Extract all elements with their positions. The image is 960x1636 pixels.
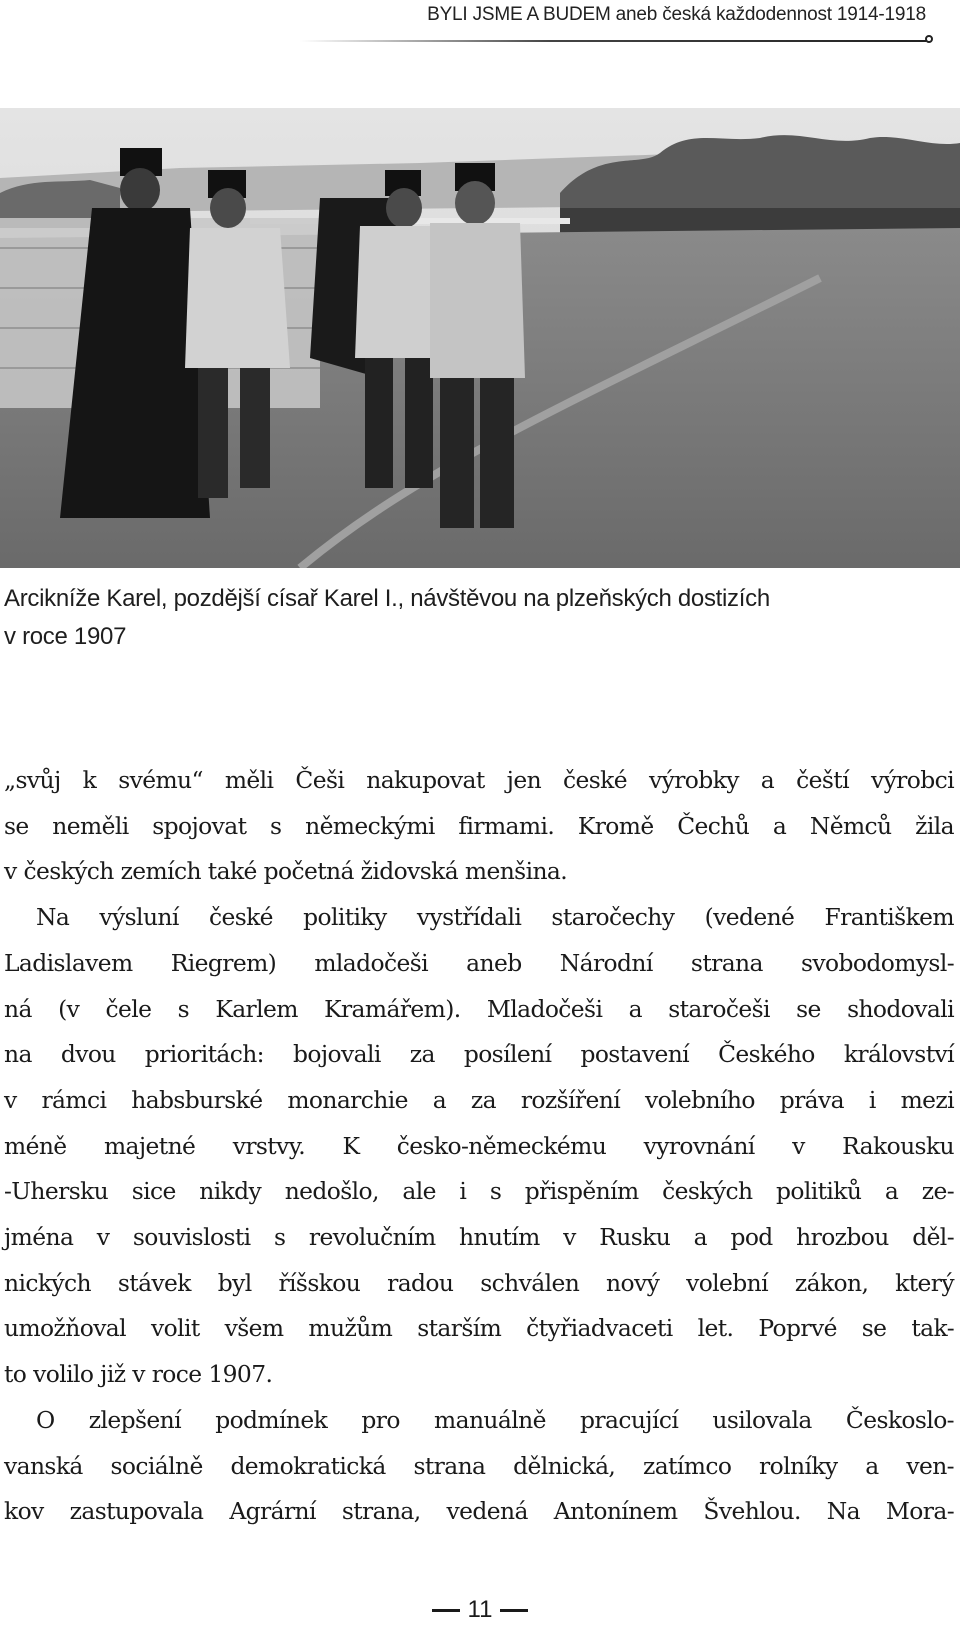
page-number: 11 (467, 1596, 493, 1623)
folio-dash-right (500, 1609, 528, 1612)
folio-dash-left (432, 1609, 460, 1612)
running-title: BYLI JSME A BUDEM aneb česká každodennost 1914-1918 (427, 4, 926, 25)
text-line: O zlepšení podmínek pro manuálně pracující usilovala Českoslo- (36, 1405, 954, 1434)
text-line: nických stávek byl říšskou radou schválen nový volební zákon, který (4, 1268, 954, 1297)
text-line: to volilo již v roce 1907. (4, 1360, 273, 1389)
text-line: ná (v čele s Karlem Kramářem). Mladočeši a staročeši se shodovali (4, 994, 954, 1023)
text-line: -Uhersku sice nikdy nedošlo, ale i s přispěním českých politiků a ze- (4, 1177, 954, 1206)
text-line: jména v souvislosti s revolučním hnutím v Rusku a pod hrozbou děl- (4, 1223, 954, 1252)
paragraph-1 (4, 758, 954, 895)
historical-photograph (0, 108, 960, 568)
caption-line: Arcikníže Karel, pozdější císař Karel I., návštěvou na plzeňských dostizích (4, 585, 770, 612)
text-line: Ladislavem Riegrem) mladočeši aneb Národní strana svobodomysl- (4, 948, 954, 977)
text-line: méně majetné vrstvy. K česko-německému vyrovnání v Rakousku (4, 1131, 954, 1160)
page-number-footer (0, 1596, 960, 1624)
text-line: kov zastupovala Agrární strana, vedená Antonínem Švehlou. Na Mora- (4, 1497, 954, 1526)
text-line: Na výsluní české politiky vystřídali staročechy (vedené Františkem (36, 903, 954, 932)
figure-caption (4, 580, 944, 656)
paragraph-3 (4, 1398, 954, 1535)
text-line: v českých zemích také početná židovská menšina. (4, 857, 568, 886)
text-line: na dvou prioritách: bojovali za posílení postavení Českého království (4, 1040, 954, 1069)
header-rule (300, 40, 926, 42)
text-line: „svůj k svému“ měli Češi nakupovat jen české výrobky a čeští výrobci (4, 766, 954, 794)
paragraph-2 (4, 895, 954, 1398)
header-rule-dot (925, 35, 933, 43)
caption-line: v roce 1907 (4, 623, 127, 650)
text-line: v rámci habsburské monarchie a za rozšíření volebního práva i mezi (4, 1085, 954, 1114)
text-line: se neměli spojovat s německými firmami. Kromě Čechů a Němců žila (4, 811, 954, 840)
body-text (4, 758, 954, 1535)
text-line: umožňoval volit všem mužům starším čtyřiadvaceti let. Poprvé se tak- (4, 1314, 954, 1343)
text-line: vanská sociálně demokratická strana dělnická, zatímco rolníky a ven- (4, 1451, 954, 1480)
